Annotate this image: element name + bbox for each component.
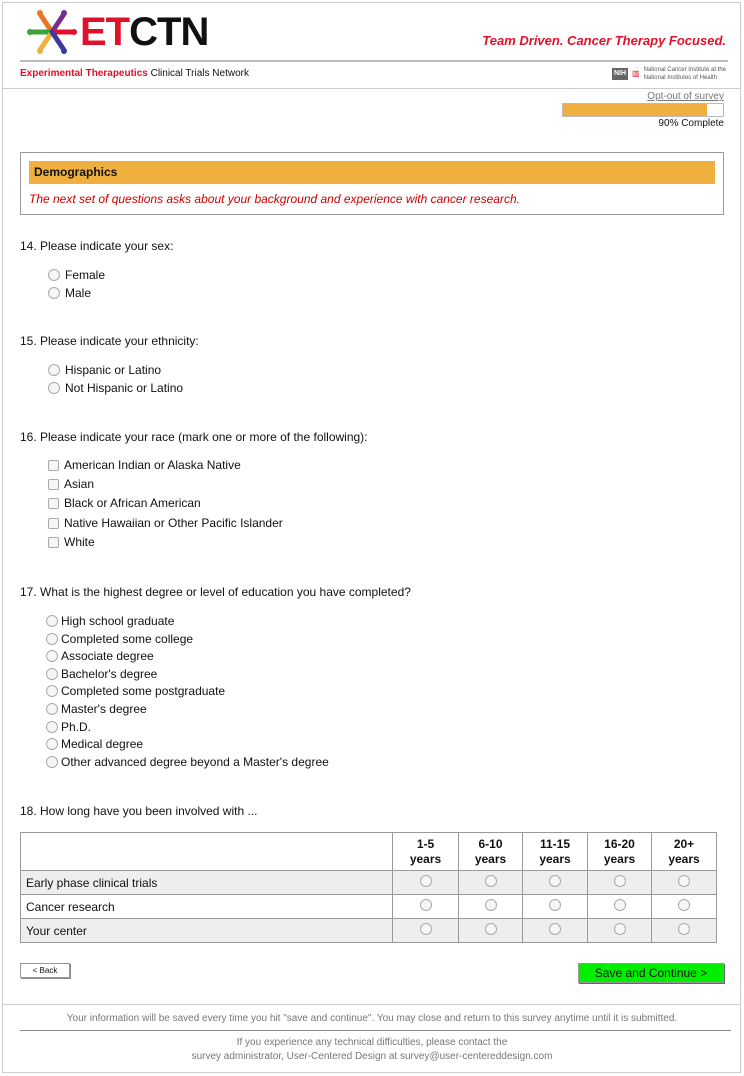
radio-icon[interactable]: [614, 875, 626, 887]
col-header: 1-5 years: [393, 833, 459, 871]
radio-icon[interactable]: [46, 615, 58, 627]
radio-icon[interactable]: [46, 721, 58, 733]
row-label: Cancer research: [21, 895, 393, 919]
option-education[interactable]: High school graduate: [46, 614, 174, 628]
radio-icon[interactable]: [48, 269, 60, 281]
progress-bar: [562, 103, 724, 117]
option-education[interactable]: Completed some college: [46, 632, 193, 646]
radio-icon[interactable]: [46, 738, 58, 750]
radio-icon[interactable]: [48, 382, 60, 394]
option-race[interactable]: Black or African American: [48, 496, 201, 510]
row-label: Your center: [21, 919, 393, 943]
experience-matrix: [20, 832, 717, 943]
radio-icon[interactable]: [420, 923, 432, 935]
radio-icon[interactable]: [549, 923, 561, 935]
back-button[interactable]: < Back: [20, 963, 70, 978]
radio-icon[interactable]: [485, 899, 497, 911]
checkbox-icon[interactable]: [48, 498, 59, 509]
row-label: Early phase clinical trials: [21, 871, 393, 895]
checkbox-icon[interactable]: [48, 460, 59, 471]
col-header: 20+ years: [652, 833, 717, 871]
tagline: Team Driven. Cancer Therapy Focused.: [482, 33, 726, 48]
progress-label: 90% Complete: [658, 118, 724, 129]
q15-text: 15. Please indicate your ethnicity:: [20, 334, 199, 348]
save-continue-button[interactable]: Save and Continue >: [578, 963, 724, 983]
q16-text: 16. Please indicate your race (mark one or more of the following):: [20, 430, 368, 444]
table-row: [21, 895, 717, 919]
option-education[interactable]: Completed some postgraduate: [46, 684, 225, 698]
option-education[interactable]: Associate degree: [46, 649, 154, 663]
option-race[interactable]: Native Hawaiian or Other Pacific Islander: [48, 516, 283, 530]
q18-text: 18. How long have you been involved with ...: [20, 804, 258, 818]
option-education[interactable]: Ph.D.: [46, 720, 91, 734]
header-divider: [20, 60, 728, 62]
option-not-hispanic[interactable]: Not Hispanic or Latino: [48, 381, 183, 395]
divider: [20, 1030, 731, 1031]
col-header: 11-15 years: [523, 833, 588, 871]
etctn-logo: ETCTN: [80, 10, 209, 54]
option-race[interactable]: White: [48, 535, 95, 549]
network-name: Experimental Therapeutics Clinical Trials Network: [20, 68, 249, 79]
radio-icon[interactable]: [485, 923, 497, 935]
radio-icon[interactable]: [46, 685, 58, 697]
radio-icon[interactable]: [420, 899, 432, 911]
option-education[interactable]: Master's degree: [46, 702, 147, 716]
radio-icon[interactable]: [614, 923, 626, 935]
radio-icon[interactable]: [614, 899, 626, 911]
email-link[interactable]: survey@user-centereddesign.com: [399, 1051, 553, 1062]
option-education[interactable]: Bachelor's degree: [46, 667, 157, 681]
radio-icon[interactable]: [485, 875, 497, 887]
radio-icon[interactable]: [420, 875, 432, 887]
section-box: [20, 152, 724, 215]
q17-text: 17. What is the highest degree or level of education you have completed?: [20, 585, 411, 599]
radio-icon[interactable]: [678, 875, 690, 887]
radio-icon[interactable]: [46, 756, 58, 768]
contact-line-2: survey administrator, User-Centered Design at survey@user-centereddesign.com: [191, 1051, 553, 1062]
option-race[interactable]: Asian: [48, 477, 94, 491]
radio-icon[interactable]: [46, 668, 58, 680]
section-intro: The next set of questions asks about your background and experience with cancer research.: [29, 192, 520, 206]
radio-icon[interactable]: [48, 364, 60, 376]
q14-text: 14. Please indicate your sex:: [20, 239, 174, 253]
checkbox-icon[interactable]: [48, 518, 59, 529]
option-race[interactable]: American Indian or Alaska Native: [48, 458, 241, 472]
table-row: [21, 919, 717, 943]
divider: [2, 1004, 741, 1005]
checkbox-icon[interactable]: [48, 537, 59, 548]
radio-icon[interactable]: [46, 650, 58, 662]
opt-out-link[interactable]: Opt-out of survey: [647, 91, 724, 102]
col-header: 16-20 years: [588, 833, 652, 871]
radio-icon[interactable]: [549, 875, 561, 887]
radio-icon[interactable]: [48, 287, 60, 299]
option-hispanic[interactable]: Hispanic or Latino: [48, 363, 161, 377]
etctn-logo-icon: [26, 8, 78, 56]
option-education[interactable]: Other advanced degree beyond a Master's degree: [46, 755, 329, 769]
save-note: Your information will be saved every time you hit "save and continue". You may close and return to this survey anytime until it is submitted.: [66, 1013, 678, 1024]
nih-logo: NIH ▥ National Cancer Institute at the National Institutes of Health: [613, 67, 726, 81]
radio-icon[interactable]: [46, 703, 58, 715]
option-male[interactable]: Male: [48, 286, 91, 300]
section-title: Demographics: [29, 161, 715, 184]
option-female[interactable]: Female: [48, 268, 105, 282]
radio-icon[interactable]: [678, 899, 690, 911]
option-education[interactable]: Medical degree: [46, 737, 143, 751]
radio-icon[interactable]: [46, 633, 58, 645]
radio-icon[interactable]: [549, 899, 561, 911]
contact-line-1: If you experience any technical difficulties, please contact the: [236, 1037, 508, 1048]
radio-icon[interactable]: [678, 923, 690, 935]
divider: [2, 88, 741, 89]
checkbox-icon[interactable]: [48, 479, 59, 490]
col-header: 6-10 years: [459, 833, 523, 871]
table-row: [21, 871, 717, 895]
